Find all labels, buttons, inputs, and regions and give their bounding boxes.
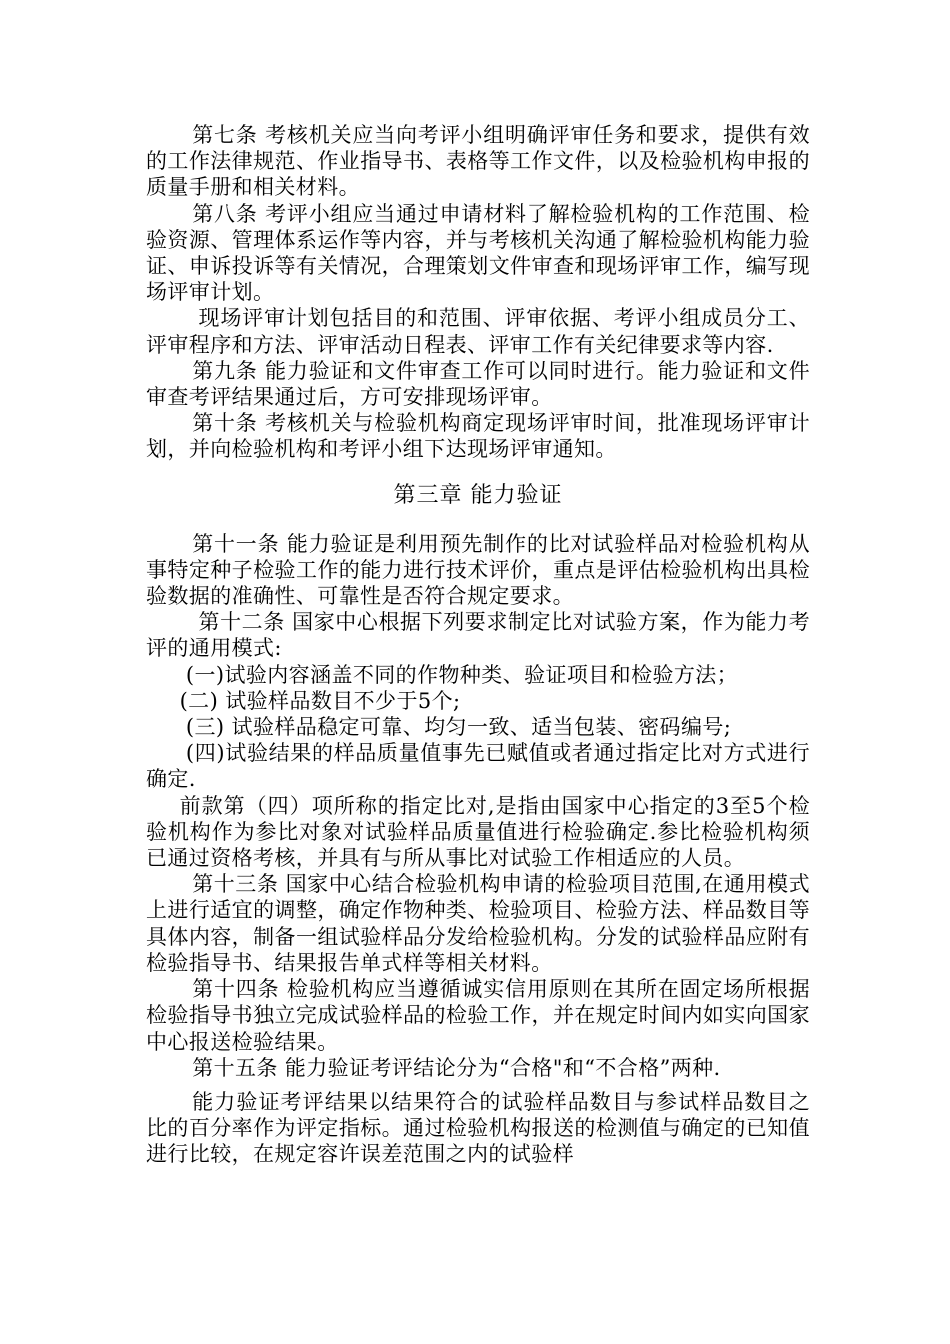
article-7: 第七条 考核机关应当向考评小组明确评审任务和要求，提供有效的工作法律规范、作业指导书、表格等工作文件，以及检验机构申报的质量手册和相关材料。 [146,123,810,200]
article-10: 第十条 考核机关与检验机构商定现场评审时间，批准现场评审计划，并向检验机构和考评小组下达现场评审通知。 [146,411,810,462]
article-13: 第十三条 国家中心结合检验机构申请的检验项目范围,在通用模式上进行适宜的调整，确定作物种类、检验项目、检验方法、样品数目等具体内容，制备一组试验样品分发给检验机构。分发的试验样品应附有检验指导书、结果报告单式样等相关材料。 [146,872,810,975]
list-item: (二) 试验样品数目不少于5个; [179,688,461,713]
evaluation-result-paragraph: 能力验证考评结果以结果符合的试验样品数目与参试样品数目之比的百分率作为评定指标。通过检验机构报送的检测值与确定的已知值进行比较，在规定容许误差范围之内的试验样 [146,1089,810,1167]
review-plan-paragraph: 现场评审计划包括目的和范围、评审依据、考评小组成员分工、评审程序和方法、评审活动日程表、评审工作有关纪律要求等内容. [146,306,810,357]
list-item: (四)试验结果的样品质量值事先已赋值或者通过指定比对方式进行确定. [146,741,810,792]
designated-comparison-paragraph: 前款第（四）项所称的指定比对,是指由国家中心指定的3至5个检验机构作为参比对象对试验样品质量值进行检验确定.参比检验机构须已通过资格考核，并具有与所从事比对试验工作相适应的人员。 [146,793,810,871]
article-8: 第八条 考评小组应当通过申请材料了解检验机构的工作范围、检验资源、管理体系运作等内容，并与考核机关沟通了解检验机构能力验证、申诉投诉等有关情况，合理策划文件审查和现场评审工作，编写现场评审计划。 [146,201,810,305]
article-14: 第十四条 检验机构应当遵循诚实信用原则在其所在固定场所根据检验指导书独立完成试验样品的检验工作，并在规定时间内如实向国家中心报送检验结果。 [146,977,810,1054]
chapter-title: 第三章 能力验证 [393,482,563,508]
document-page [146,122,810,1168]
list-item: (一)试验内容涵盖不同的作物种类、验证项目和检验方法； [185,662,739,687]
article-11: 第十一条 能力验证是利用预先制作的比对试验样品对检验机构从事特定种子检验工作的能力进行技术评价，重点是评估检验机构出具检验数据的准确性、可靠性是否符合规定要求。 [146,531,810,609]
article-12: 第十二条 国家中心根据下列要求制定比对试验方案，作为能力考评的通用模式: [146,610,810,661]
article-15: 第十五条 能力验证考评结论分为“合格"和“不合格”两种. [192,1055,721,1080]
article-9: 第九条 能力验证和文件审查工作可以同时进行。能力验证和文件审查考评结果通过后，方可安排现场评审。 [146,358,810,410]
list-item: (三) 试验样品稳定可靠、均匀一致、适当包装、密码编号; [185,715,732,740]
